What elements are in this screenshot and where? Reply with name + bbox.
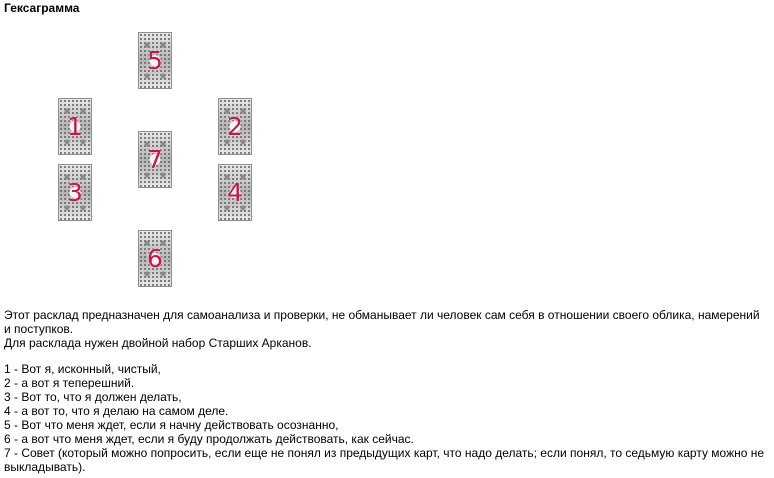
tarot-card-2 (218, 98, 252, 155)
meaning-item: 1 - Вот я, исконный, чистый, (4, 362, 161, 376)
description-paragraph: Этот расклад предназначен для самоанализа и проверки, не обманывает ли человек сам себя в отношении своего облика, намерений и поступков. (4, 308, 760, 336)
spread-title: Гексаграмма (4, 1, 80, 15)
card-number: 4 (227, 178, 243, 207)
meaning-item: 3 - Вот то, что я должен делать, (4, 390, 182, 404)
card-number: 7 (147, 145, 163, 174)
meaning-item: 5 - Вот что меня ждет, если я начну действовать осознанно, (4, 418, 339, 432)
card-number: 3 (67, 178, 83, 207)
meaning-item: 7 - Совет (который можно попросить, если еще не понял из предыдущих карт, что надо делать; если понял, то седьмую карту можно не выкладывать). (4, 446, 765, 474)
card-number: 6 (147, 244, 163, 273)
tarot-card-6 (138, 230, 172, 287)
tarot-card-1 (58, 98, 92, 155)
spread-description (4, 308, 768, 350)
meaning-item: 6 - а вот что меня ждет, если я буду продолжать действовать, как сейчас. (4, 432, 414, 446)
card-number: 2 (227, 112, 243, 141)
card-meanings-list (4, 362, 768, 474)
tarot-card-3 (58, 164, 92, 221)
card-number: 1 (67, 112, 83, 141)
tarot-card-4 (218, 164, 252, 221)
tarot-card-5 (138, 32, 172, 89)
meaning-item: 4 - а вот то, что я делаю на самом деле. (4, 404, 229, 418)
card-number: 5 (147, 46, 163, 75)
meaning-item: 2 - а вот я теперешний. (4, 376, 135, 390)
tarot-card-7 (138, 131, 172, 188)
description-paragraph: Для расклада нужен двойной набор Старших Арканов. (4, 336, 312, 350)
